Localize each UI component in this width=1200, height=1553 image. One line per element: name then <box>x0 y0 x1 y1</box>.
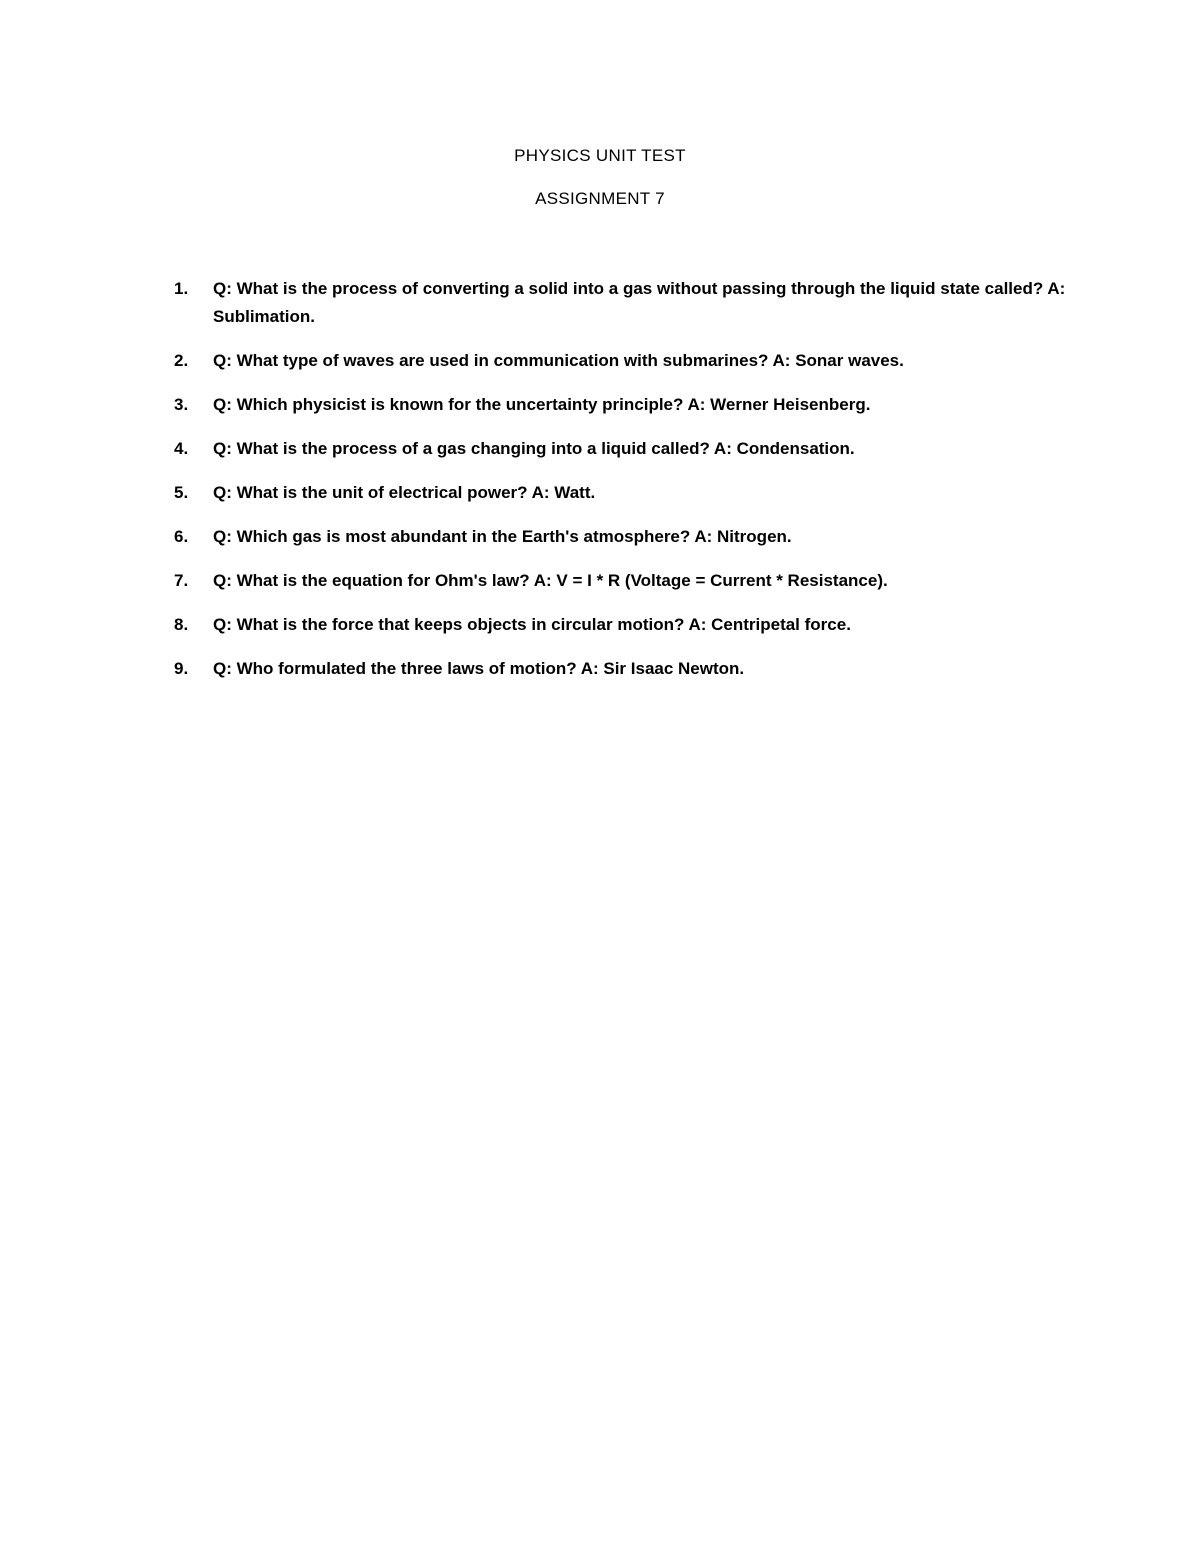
question-list <box>0 275 1200 699</box>
item-number: 3. <box>174 395 189 414</box>
list-item <box>0 611 1073 639</box>
list-item <box>0 523 1073 551</box>
document-subtitle: ASSIGNMENT 7 <box>535 189 665 208</box>
list-item <box>0 479 1073 507</box>
list-item <box>0 435 1073 463</box>
item-number: 1. <box>174 279 189 298</box>
item-number: 6. <box>174 527 189 546</box>
item-number: 2. <box>174 351 189 370</box>
list-item <box>0 347 1073 375</box>
item-text: Q: What is the process of a gas changing into a liquid called? A: Condensation. <box>213 439 855 458</box>
list-item <box>0 567 1073 595</box>
list-item <box>0 655 1073 683</box>
item-text: Q: What is the unit of electrical power? A: Watt. <box>213 483 596 502</box>
item-number: 8. <box>174 615 189 634</box>
item-text: Q: What is the equation for Ohm's law? A: V = I * R (Voltage = Current * Resistance). <box>213 571 888 590</box>
item-text: Q: Which physicist is known for the uncertainty principle? A: Werner Heisenberg. <box>213 395 871 414</box>
item-text: Q: Which gas is most abundant in the Earth's atmosphere? A: Nitrogen. <box>213 527 792 546</box>
item-number: 5. <box>174 483 189 502</box>
item-number: 7. <box>174 571 189 590</box>
item-text: Q: Who formulated the three laws of motion? A: Sir Isaac Newton. <box>213 659 745 678</box>
item-text: Q: What is the force that keeps objects in circular motion? A: Centripetal force. <box>213 615 851 634</box>
list-item <box>0 275 1073 331</box>
list-item <box>0 391 1073 419</box>
item-number: 4. <box>174 439 189 458</box>
item-text: Q: What type of waves are used in communication with submarines? A: Sonar waves. <box>213 351 904 370</box>
item-number: 9. <box>174 659 189 678</box>
item-text: Q: What is the process of converting a solid into a gas without passing through the liquid state called? A: Sublimation. <box>213 279 1066 326</box>
document-title: PHYSICS UNIT TEST <box>514 146 686 165</box>
